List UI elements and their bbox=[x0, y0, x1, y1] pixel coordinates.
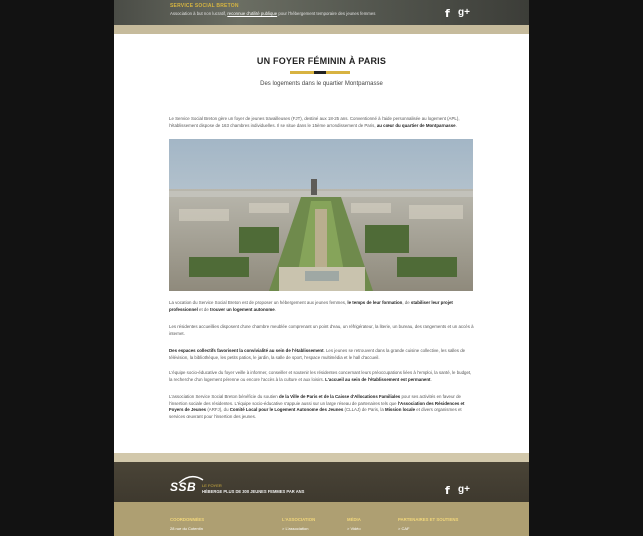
header-banner bbox=[114, 0, 529, 25]
text: . bbox=[274, 306, 276, 312]
text: . bbox=[455, 122, 457, 128]
bold-text: Des espaces collectifs favorisent la convivialité au sein de l'établissement bbox=[169, 348, 324, 353]
text: . Les jeunes se retrouvent dans la grande cuisine collective, les salles de télévision, la bibliothèque, les petits patios, le jardin, la salle de sport, l'espace multimédia et le hall d'accueil. bbox=[169, 348, 466, 360]
spaces-paragraph bbox=[169, 348, 474, 361]
page-title: UN FOYER FÉMININ À PARIS bbox=[256, 56, 387, 66]
footer-link[interactable]: > Vidéo bbox=[347, 526, 361, 531]
footer-link[interactable]: > CAF bbox=[398, 526, 410, 531]
bold-text: le temps de leur formation bbox=[347, 300, 403, 305]
ssb-logo[interactable]: SSB bbox=[170, 480, 197, 494]
bold-text: l'Association des Résidences et Foyers de Jeunes bbox=[169, 400, 465, 413]
site-subtitle bbox=[170, 11, 375, 16]
team-paragraph bbox=[169, 370, 474, 383]
footer-links bbox=[114, 502, 529, 536]
page-subtitle: Des logements dans le quartier Montparnasse bbox=[260, 81, 383, 87]
text: . bbox=[430, 376, 432, 382]
bold-text: L'accueil au sein de l'établissement est permanent bbox=[325, 376, 431, 382]
text: Le Service Social Breton gère un foyer de jeunes travailleuses (FJT), destiné aux 18-25 ans. Conventionné à l'aide personnalisée au logement (APL), l'établissement dispose de 163 chambres individuelles. Il se situe dans le 15ème arrondissement de Paris, bbox=[169, 116, 460, 128]
footer-column-partenaires bbox=[398, 517, 458, 531]
rooms-paragraph: Les résidentes accueillies disposent d'une chambre meublée comprenant un point d'eau, un réfrigérateur, la literie, un bureau, des rangements et un accès à internet. bbox=[169, 324, 474, 336]
bold-text: Mission locale bbox=[385, 407, 416, 413]
header-divider bbox=[114, 25, 529, 34]
text: (CLLAJ) de Paris, la bbox=[343, 407, 386, 413]
footer-googleplus-icon[interactable]: g+ bbox=[458, 484, 470, 495]
footer-heading: COORDONNÉES bbox=[170, 517, 205, 522]
partners-paragraph bbox=[169, 394, 474, 420]
footer-address: 28 rue du Cotentin bbox=[170, 526, 203, 531]
footer-heading: MÉDIA bbox=[347, 517, 361, 522]
site-title: SERVICE SOCIAL BRETON bbox=[170, 3, 239, 9]
bold-text: de la Ville de Paris et de la Caisse d'Allocations Familiales bbox=[278, 394, 401, 399]
vocation-paragraph bbox=[169, 300, 474, 313]
text: et divers organismes et services œuvrant pour l'insertion des jeunes. bbox=[169, 407, 462, 419]
page bbox=[114, 0, 529, 536]
main-content bbox=[114, 34, 529, 453]
text: , de bbox=[402, 300, 411, 305]
site-subtitle-text: Association à but non lucratif, bbox=[170, 11, 228, 16]
bold-text: Comité Local pour le Logement Autonome des Jeunes bbox=[229, 407, 344, 413]
footer-column-association bbox=[282, 517, 315, 531]
bold-text: stabiliser leur projet professionnel bbox=[169, 300, 453, 312]
text: L'association Service Social Breton bénéficie du soutien bbox=[169, 394, 279, 399]
footer-link[interactable]: > L'association bbox=[282, 526, 309, 531]
footer-heading: PARTENAIRES ET SOUTIENS bbox=[398, 517, 459, 522]
bold-text: trouver un logement autonome bbox=[210, 306, 275, 312]
footer-facebook-icon[interactable]: f bbox=[445, 484, 450, 497]
text: pour ses activités en faveur de l'insertion sociale des résidentes. L'équipe socio-éducative s'appuie aussi sur un large réseau de partenaires tels que bbox=[169, 394, 461, 406]
googleplus-icon[interactable]: g+ bbox=[458, 7, 470, 18]
text: (ARFJ), du bbox=[206, 407, 230, 413]
bold-text: au cœur du quartier de Montparnasse bbox=[376, 122, 456, 128]
footer-tagline: HÉBERGE PLUS DE 300 JEUNES FEMMES PAR ANS bbox=[202, 489, 305, 494]
logo-caption: LE FOYER bbox=[202, 483, 222, 488]
footer-divider bbox=[114, 453, 529, 462]
footer-column-media bbox=[347, 517, 361, 531]
text: La vocation du Service Social Breton est de proposer un hébergement aux jeunes femmes, bbox=[169, 300, 348, 305]
intro-paragraph bbox=[169, 116, 474, 129]
text: et de bbox=[197, 306, 211, 312]
site-subtitle-text-end: pour l'hébergement temporaire des jeunes femmes bbox=[277, 11, 376, 16]
utilite-publique-link[interactable]: reconnue d'utilité publique bbox=[227, 11, 278, 16]
footer-banner bbox=[114, 462, 529, 502]
facebook-icon[interactable]: f bbox=[445, 7, 450, 20]
text: L'équipe socio-éducative du foyer veille à informer, conseiller et soutenir les résidentes concernant leurs préoccupations liées à l'emploi, la santé, le budget, la recherche d'un logement pérenne ou encore l'accès à la culture et aux loisirs. bbox=[169, 370, 472, 382]
title-underline bbox=[290, 71, 350, 74]
paris-panorama-photo bbox=[169, 139, 473, 291]
footer-column-coordonnees bbox=[170, 517, 204, 531]
footer-heading: L'ASSOCIATION bbox=[282, 517, 316, 522]
